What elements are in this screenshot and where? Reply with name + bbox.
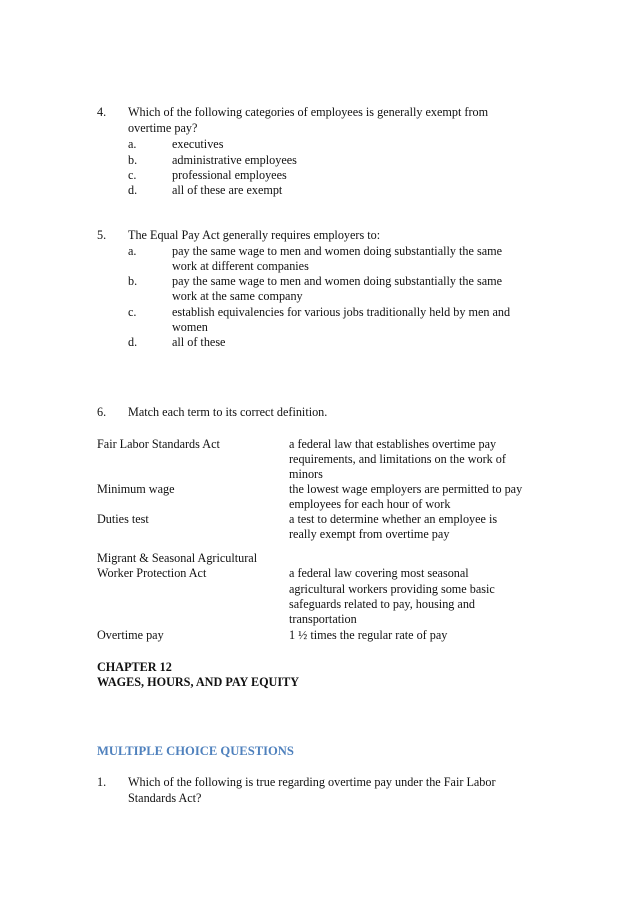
chapter-title: WAGES, HOURS, AND PAY EQUITY — [97, 675, 300, 689]
matching-definition-line: the lowest wage employers are permitted to pay — [289, 482, 523, 496]
option-letter: a. — [128, 137, 137, 151]
option-text-line: work at the same company — [172, 289, 303, 303]
matching-definition-line: a federal law that establishes overtime pay — [289, 437, 497, 451]
question-text-line: overtime pay? — [128, 121, 198, 135]
matching-term: Worker Protection Act — [97, 566, 207, 580]
option-text-line: all of these — [172, 335, 226, 349]
matching-definition-line: a federal law covering most seasonal — [289, 566, 469, 580]
matching-definition-line: 1 ½ times the regular rate of pay — [289, 628, 448, 642]
matching-term: Migrant & Seasonal Agricultural — [97, 551, 258, 565]
matching-term: Fair Labor Standards Act — [97, 437, 220, 451]
matching-definition-line: agricultural workers providing some basic — [289, 582, 495, 596]
matching-term: Overtime pay — [97, 628, 164, 642]
matching-definition-line: really exempt from overtime pay — [289, 527, 450, 541]
question-text-line: The Equal Pay Act generally requires employers to: — [128, 228, 381, 242]
matching-term: Minimum wage — [97, 482, 175, 496]
question-number: 1. — [97, 775, 107, 789]
question-text-line: Standards Act? — [128, 791, 202, 805]
question-number: 4. — [97, 105, 107, 119]
matching-definition-line: employees for each hour of work — [289, 497, 451, 511]
question-text-line: Which of the following categories of employees is generally exempt from — [128, 105, 489, 119]
option-letter: b. — [128, 153, 138, 167]
option-letter: a. — [128, 244, 137, 258]
question-number: 5. — [97, 228, 107, 242]
question-text-line: Which of the following is true regarding overtime pay under the Fair Labor — [128, 775, 496, 789]
matching-definition-line: safeguards related to pay, housing and — [289, 597, 476, 611]
matching-definition-line: a test to determine whether an employee is — [289, 512, 498, 526]
matching-definition-line: minors — [289, 467, 323, 481]
option-text-line: establish equivalencies for various jobs traditionally held by men and — [172, 305, 511, 319]
option-text: all of these are exempt — [172, 183, 283, 197]
chapter-number: CHAPTER 12 — [97, 660, 172, 674]
option-letter: d. — [128, 335, 138, 349]
option-letter: c. — [128, 305, 137, 319]
option-text-line: pay the same wage to men and women doing substantially the same — [172, 274, 502, 288]
option-text-line: work at different companies — [172, 259, 309, 273]
option-letter: c. — [128, 168, 137, 182]
option-letter: d. — [128, 183, 138, 197]
option-letter: b. — [128, 274, 138, 288]
option-text: administrative employees — [172, 153, 297, 167]
question-number: 6. — [97, 405, 107, 419]
matching-definition-line: transportation — [289, 612, 357, 626]
option-text: executives — [172, 137, 224, 151]
matching-term: Duties test — [97, 512, 149, 526]
option-text: professional employees — [172, 168, 287, 182]
matching-definition-line: requirements, and limitations on the work of — [289, 452, 506, 466]
section-heading: MULTIPLE CHOICE QUESTIONS — [97, 744, 294, 758]
option-text-line: women — [172, 320, 208, 334]
question-text-line: Match each term to its correct definition. — [128, 405, 328, 419]
option-text-line: pay the same wage to men and women doing substantially the same — [172, 244, 502, 258]
